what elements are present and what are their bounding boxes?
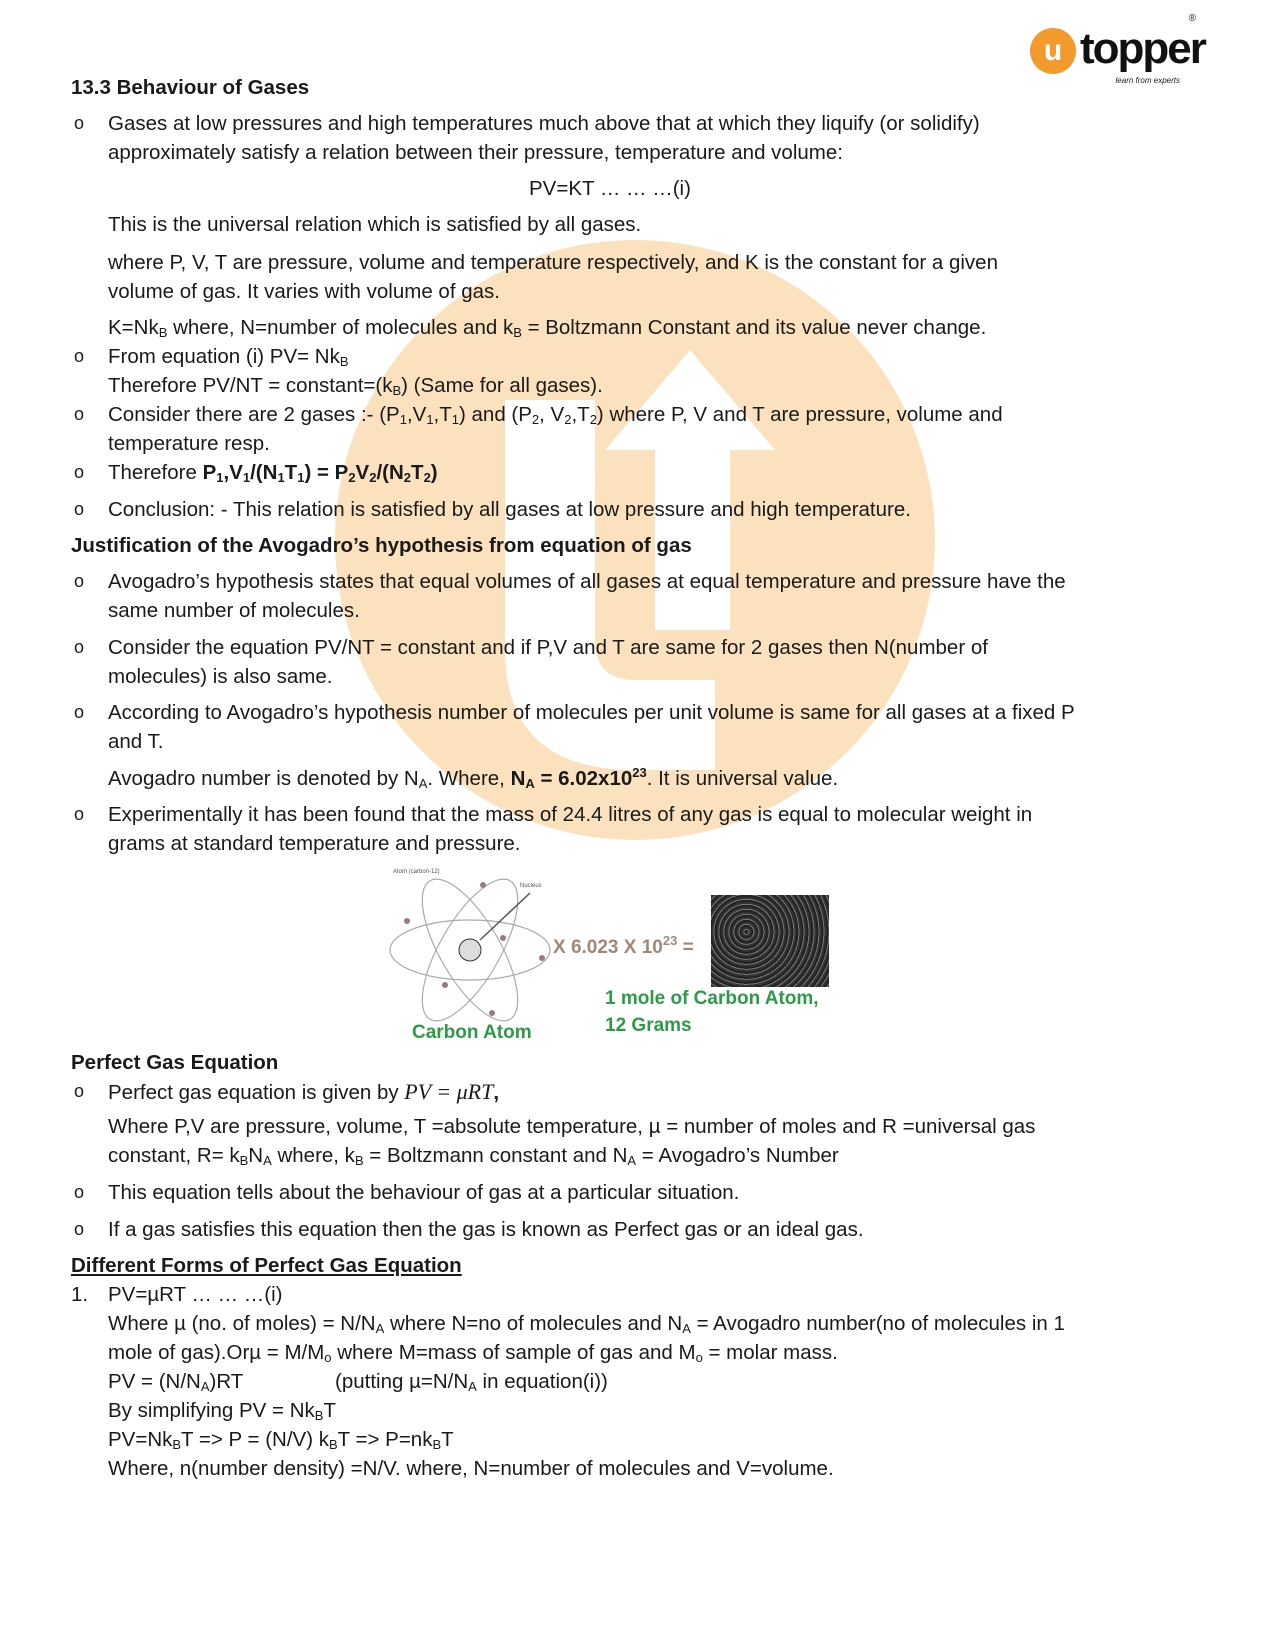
nucleus-label: Nucleus bbox=[520, 883, 542, 889]
paragraph: volume of gas. It varies with volume of gas. bbox=[108, 280, 500, 303]
paragraph: This equation tells about the behaviour of gas at a particular situation. bbox=[108, 1181, 740, 1204]
paragraph: constant, $R= k_BN_A$ where, $k_B$ = Boltzmann constant and $N_A$ = Avogadro’s Number bbox=[108, 1144, 839, 1168]
equation: PV=KT … … …(i) bbox=[529, 177, 691, 200]
paragraph: Conclusion: - This relation is satisfied by all gases at low pressure and high temperature. bbox=[108, 498, 911, 521]
bullet-icon: o bbox=[74, 346, 85, 366]
bullet-icon: o bbox=[74, 804, 85, 824]
paragraph: temperature resp. bbox=[108, 432, 270, 455]
paragraph: Where P,V are pressure, volume, T =absolute temperature, µ = number of moles and R =universal gas bbox=[108, 1115, 1036, 1138]
mole-label: 1 mole of Carbon Atom, bbox=[605, 988, 819, 1009]
paragraph: If a gas satisfies this equation then the gas is known as Perfect gas or an ideal gas. bbox=[108, 1218, 864, 1241]
paragraph: Perfect gas equation is given by PV = μRT, bbox=[108, 1079, 500, 1104]
paragraph: where P, V, T are pressure, volume and temperature respectively, and K is the constant for a given bbox=[108, 251, 998, 274]
paragraph: Experimentally it has been found that the mass of 24.4 litres of any gas is equal to molecular weight in bbox=[108, 803, 1033, 826]
paragraph: approximately satisfy a relation between their pressure, temperature and volume: bbox=[108, 141, 843, 164]
section-heading: Justification of the Avogadro’s hypothesis from equation of gas bbox=[71, 534, 692, 557]
paragraph: Where µ (no. of moles) = $N/N_A$ where N=no of molecules and $N_A$ = Avogadro number(no of molecules in 1 bbox=[108, 1312, 1065, 1336]
bullet-icon: o bbox=[74, 1081, 85, 1101]
section-title: 13.3 Behaviour of Gases bbox=[71, 76, 310, 99]
bullet-icon: o bbox=[74, 404, 85, 424]
paragraph: Therefore $PV/NT = constant=(k_B)$ (Same for all gases). bbox=[108, 374, 603, 398]
bullet-icon: o bbox=[74, 637, 85, 657]
paragraph: Where, n(number density) =N/V. where, N=number of molecules and V=volume. bbox=[108, 1457, 834, 1480]
carbon-atom-figure bbox=[385, 865, 845, 1050]
paragraph: This is the universal relation which is satisfied by all gases. bbox=[108, 213, 642, 236]
list-number: 1. bbox=[71, 1283, 89, 1306]
paragraph: From equation (i) $PV= Nk_B$ bbox=[108, 345, 349, 369]
logo-mark-icon: u bbox=[1030, 28, 1076, 74]
paragraph: Consider there are 2 gases :- $(P_1,V_1,T_1)$ and ($P_2$, $V_2,T_2$) where P, V and T are pressure, volume and bbox=[108, 403, 1003, 427]
paragraph: Avogadro number is denoted by $N_A$. Where, $N_A = 6.02x10^{23}$. It is universal value. bbox=[108, 765, 839, 791]
bullet-icon: o bbox=[74, 499, 85, 519]
paragraph: Consider the equation PV/NT = constant and if P,V and T are same for 2 gases then N(number of bbox=[108, 636, 988, 659]
bullet-icon: o bbox=[74, 1182, 85, 1202]
bullet-icon: o bbox=[74, 702, 85, 722]
section-heading: Perfect Gas Equation bbox=[71, 1051, 279, 1074]
mole-mass-label: 12 Grams bbox=[605, 1015, 692, 1036]
paragraph: By simplifying PV = $Nk_BT$ bbox=[108, 1399, 336, 1423]
carbon-atom-label: Carbon Atom bbox=[412, 1022, 532, 1043]
paragraph: same number of molecules. bbox=[108, 599, 360, 622]
paragraph: grams at standard temperature and pressure. bbox=[108, 832, 521, 855]
paragraph: Gases at low pressures and high temperatures much above that at which they liquify (or solidify) bbox=[108, 112, 980, 135]
paragraph: mole of $gas).Or\mu = M/M_o$ where M=mass of sample of gas and $M_o$ = molar mass. bbox=[108, 1341, 838, 1365]
bullet-icon: o bbox=[74, 113, 85, 133]
paragraph: According to Avogadro’s hypothesis number of molecules per unit volume is same for all gases at a fixed P bbox=[108, 701, 1075, 724]
carbon-sample-image bbox=[711, 895, 829, 987]
paragraph: Avogadro’s hypothesis states that equal volumes of all gases at equal temperature and pressure have the bbox=[108, 570, 1066, 593]
logo-name: topper bbox=[1080, 24, 1205, 73]
registered-mark: ® bbox=[1188, 13, 1196, 24]
topper-logo bbox=[1030, 13, 1205, 88]
equation: PV=µRT … … …(i) bbox=[108, 1283, 283, 1306]
paragraph: and T. bbox=[108, 730, 164, 753]
atom-title: Atom (carbon-12) bbox=[393, 869, 440, 875]
paragraph: $PV=Nk_BT => P = (N/V) k_BT => P=nk_BT$ bbox=[108, 1428, 454, 1452]
bullet-icon: o bbox=[74, 1219, 85, 1239]
bullet-icon: o bbox=[74, 571, 85, 591]
section-heading: Different Forms of Perfect Gas Equation bbox=[71, 1254, 462, 1277]
bullet-icon: o bbox=[74, 462, 85, 482]
paragraph: $K=Nk_B$ where, N=number of molecules and $k_B$ = Boltzmann Constant and its value never change. bbox=[108, 316, 987, 340]
atom-diagram-icon bbox=[385, 865, 555, 1025]
paragraph: (putting $\mu=N/N_A$ in equation(i)) bbox=[335, 1370, 608, 1394]
paragraph: Therefore $P_1,V_1/(N_1T_1) = P_2V_2/(N_2T_2)$ bbox=[108, 461, 438, 485]
avogadro-multiplier: X 6.023 X $10^{23}$ = bbox=[553, 933, 694, 958]
paragraph: PV = $(N/N_A)RT$ bbox=[108, 1370, 244, 1394]
logo-tagline: learn from experts bbox=[1115, 76, 1180, 85]
paragraph: molecules) is also same. bbox=[108, 665, 333, 688]
